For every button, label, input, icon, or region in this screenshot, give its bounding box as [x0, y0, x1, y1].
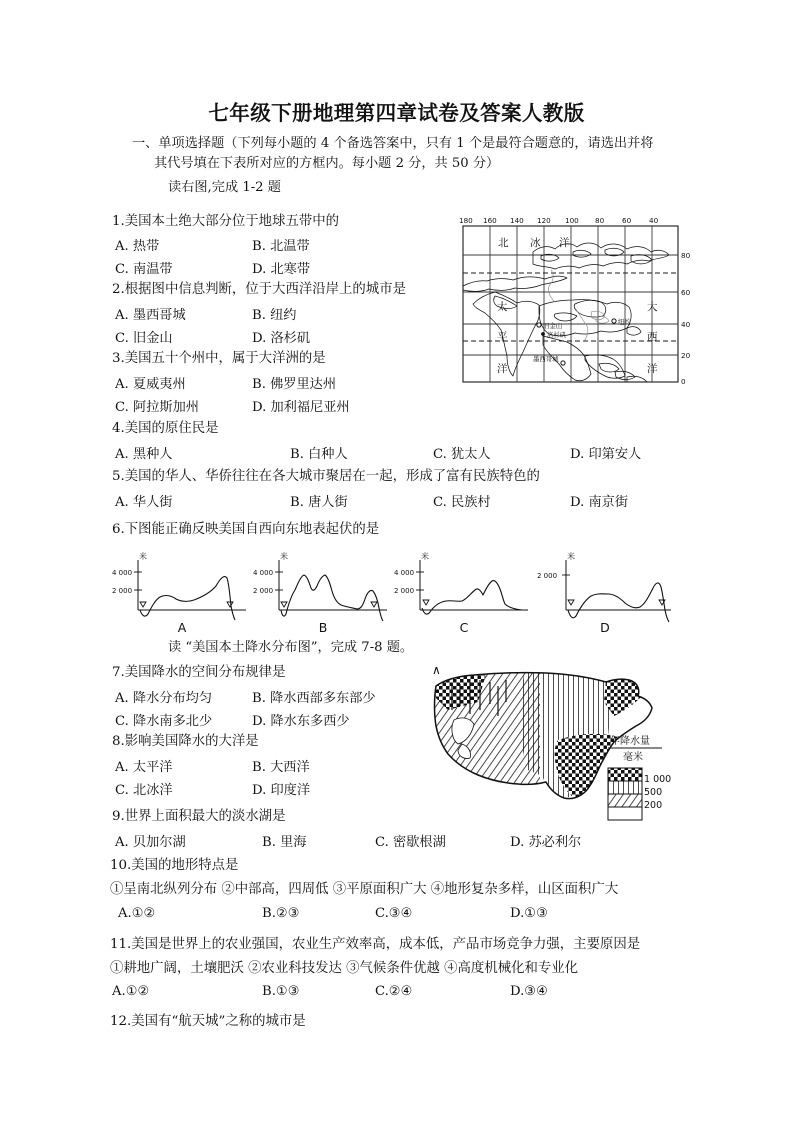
city-label-sanfrancisco: 旧金山: [543, 322, 563, 330]
question-7-option-d: D. 降水东多西少: [252, 714, 350, 729]
question-8-option-c: C. 北冰洋: [115, 783, 173, 798]
world-map-figure: [455, 212, 691, 394]
svg-text:60: 60: [681, 288, 691, 297]
profile-figure-d: [535, 548, 675, 640]
question-4-option-b: B. 白种人: [290, 447, 348, 462]
question-5-option-c: C. 民族村: [433, 495, 491, 510]
profile-figure-c: [394, 548, 534, 640]
svg-text:年降水量: 年降水量: [610, 736, 650, 747]
question-5-option-a: A. 华人街: [115, 495, 173, 510]
profile-figure-b: [253, 548, 393, 640]
question-11-option-a: A.①②: [112, 984, 150, 999]
svg-text:2 000: 2 000: [112, 587, 133, 595]
svg-text:200: 200: [644, 800, 663, 811]
svg-text:40: 40: [649, 216, 659, 225]
profile-caption-a: A: [177, 620, 187, 635]
question-6-stem: 6.下图能正确反映美国自西向东地表起伏的是: [112, 522, 380, 537]
svg-text:160: 160: [483, 216, 497, 225]
question-2-option-b: B. 纽约: [252, 308, 297, 323]
precip-legend: [608, 734, 671, 820]
lead-in-text-1: 读右图,完成 1-2 题: [168, 180, 281, 195]
question-2-stem: 2.根据图中信息判断，位于大西洋沿岸上的城市是: [112, 282, 406, 297]
svg-text:米: 米: [280, 552, 288, 561]
city-label-newyork: 纽约: [618, 318, 631, 326]
city-label-losangeles: 洛杉矶: [547, 331, 567, 339]
profile-caption-d: D: [600, 620, 610, 635]
svg-text:1 000: 1 000: [644, 774, 672, 785]
svg-text:4 000: 4 000: [112, 569, 133, 577]
svg-text:0: 0: [681, 377, 686, 386]
section-heading-line1: 一、单项选择题（下列每小题的 4 个备选答案中，只有 1 个是最符合题意的，请选出并将: [132, 136, 654, 151]
question-5-option-d: D. 南京街: [570, 495, 629, 510]
question-11-option-b: B.①③: [262, 984, 300, 999]
svg-text:2 000: 2 000: [537, 572, 558, 580]
lead-in-text-2: 读 “美国本土降水分布图”，完成 7-8 题。: [168, 640, 414, 655]
question-9-option-c: C. 密歇根湖: [375, 835, 446, 850]
svg-text:4 000: 4 000: [253, 569, 274, 577]
question-10-option-c: C.③④: [375, 906, 413, 921]
city-label-mexicocity: 墨西哥城: [533, 355, 559, 363]
question-4-stem: 4.美国的原住民是: [112, 421, 219, 436]
question-11-option-c: C.②④: [375, 984, 413, 999]
question-8-option-a: A. 太平洋: [115, 760, 173, 775]
label-atlantic-2: 西: [647, 331, 658, 343]
svg-text:米: 米: [139, 552, 147, 561]
question-5-option-b: B. 唐人街: [290, 495, 348, 510]
label-atlantic-3: 洋: [647, 363, 658, 375]
profile-caption-b: B: [318, 620, 328, 635]
question-1-option-a: A. 热带: [115, 239, 160, 254]
question-5-stem: 5.美国的华人、华侨往往在各大城市聚居在一起，形成了富有民族特色的: [112, 469, 540, 484]
label-pacific-1: 太: [497, 301, 508, 313]
label-arctic-2: 冰: [530, 237, 541, 249]
question-3-option-a: A. 夏威夷州: [115, 377, 186, 392]
question-1-stem: 1.美国本土绝大部分位于地球五带中的: [112, 214, 340, 229]
svg-text:40: 40: [681, 320, 691, 329]
svg-text:4 000: 4 000: [394, 569, 415, 577]
question-7-option-c: C. 降水南多北少: [115, 714, 213, 729]
question-1-option-c: C. 南温带: [115, 262, 173, 277]
question-10-option-d: D.①③: [510, 906, 548, 921]
question-1-option-b: B. 北温带: [252, 239, 310, 254]
svg-text:100: 100: [565, 216, 579, 225]
question-1-option-d: D. 北寒带: [252, 262, 311, 277]
svg-text:60: 60: [622, 216, 632, 225]
north-arrow-icon: ∧: [432, 663, 441, 677]
section-heading: [132, 134, 680, 174]
svg-text:500: 500: [644, 787, 663, 798]
svg-text:140: 140: [510, 216, 524, 225]
question-7-option-a: A. 降水分布均匀: [115, 691, 213, 706]
question-8-stem: 8.影响美国降水的大洋是: [112, 734, 259, 749]
question-11-subitems: ①耕地广阔，土壤肥沃 ②农业科技发达 ③气候条件优越 ④高度机械化和专业化: [110, 961, 579, 976]
svg-text:80: 80: [595, 216, 605, 225]
label-atlantic-1: 大: [647, 301, 658, 313]
question-8-option-b: B. 大西洋: [252, 760, 310, 775]
svg-text:180: 180: [459, 216, 473, 225]
elevation-profile-figures: [112, 548, 682, 640]
question-7-option-b: B. 降水西部多东部少: [252, 691, 376, 706]
question-11-stem: 11.美国是世界上的农业强国，农业生产效率高，成本低，产品市场竞争力强，主要原因是: [110, 937, 641, 952]
question-3-option-d: D. 加利福尼亚州: [252, 400, 350, 415]
svg-text:2 000: 2 000: [394, 587, 415, 595]
svg-text:20: 20: [681, 351, 691, 360]
question-3-option-b: B. 佛罗里达州: [252, 377, 337, 392]
question-2-option-a: A. 墨西哥城: [115, 308, 186, 323]
svg-text:80: 80: [681, 251, 691, 260]
svg-text:米: 米: [421, 552, 429, 561]
question-3-option-c: C. 阿拉斯加州: [115, 400, 199, 415]
question-9-stem: 9.世界上面积最大的淡水湖是: [112, 809, 286, 824]
question-10-stem: 10.美国的地形特点是: [110, 858, 239, 873]
question-4-option-d: D. 印第安人: [570, 447, 642, 462]
question-10-subitems: ①呈南北纵列分布 ②中部高，四周低 ③平原面积广大 ④地形复杂多样，山区面积广大: [110, 882, 619, 897]
label-pacific-3: 洋: [497, 363, 508, 375]
question-11-option-d: D.③④: [510, 984, 548, 999]
svg-text:米: 米: [567, 552, 575, 561]
label-pacific-2: 平: [497, 331, 508, 343]
question-10-option-b: B.②③: [262, 906, 300, 921]
question-9-option-a: A. 贝加尔湖: [115, 835, 186, 850]
precipitation-map-figure: [418, 658, 686, 823]
question-9-option-b: B. 里海: [262, 835, 307, 850]
question-4-option-c: C. 犹太人: [433, 447, 491, 462]
question-3-stem: 3.美国五十个州中，属于大洋洲的是: [112, 351, 326, 366]
svg-text:120: 120: [537, 216, 551, 225]
svg-text:毫米: 毫米: [623, 752, 643, 763]
label-arctic-1: 北: [498, 237, 509, 249]
page-title: 七年级下册地理第四章试卷及答案人教版: [208, 101, 585, 125]
question-2-option-c: C. 旧金山: [115, 331, 173, 346]
svg-text:2 000: 2 000: [253, 587, 274, 595]
question-12-stem: 12.美国有“航天城”之称的城市是: [110, 1014, 306, 1029]
profile-caption-c: C: [459, 620, 469, 635]
section-heading-line2: 其代号填在下表所对应的方框内。每小题 2 分，共 50 分）: [154, 156, 500, 171]
question-9-option-d: D. 苏必利尔: [510, 835, 582, 850]
profile-figure-a: [112, 548, 252, 640]
question-4-option-a: A. 黑种人: [115, 447, 173, 462]
question-2-option-d: D. 洛杉矶: [252, 331, 311, 346]
question-8-option-d: D. 印度洋: [252, 783, 311, 798]
question-7-stem: 7.美国降水的空间分布规律是: [112, 665, 286, 680]
question-10-option-a: A.①②: [118, 906, 156, 921]
label-arctic-3: 洋: [559, 237, 570, 249]
